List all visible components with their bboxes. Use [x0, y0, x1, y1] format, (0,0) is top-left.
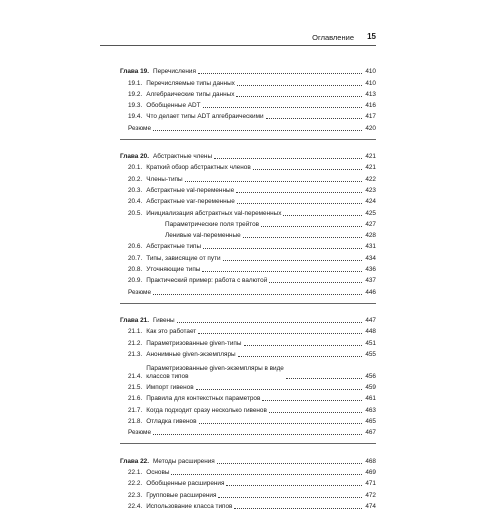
toc-entry-title: Обобщенные ADT — [146, 102, 201, 110]
toc-entry-title: Обобщенные расширения — [146, 480, 225, 488]
toc-entry[interactable] — [120, 381, 376, 392]
toc-entry-title: Правила для контекстных параметров — [146, 395, 261, 403]
dot-leader — [214, 158, 362, 159]
toc-entry-page: 467 — [365, 429, 376, 437]
toc-entry-number: 22.2. — [128, 480, 143, 488]
dot-leader — [196, 389, 362, 390]
toc-entry[interactable] — [120, 251, 376, 262]
running-header-title: Оглавление — [312, 33, 354, 42]
toc-entry-page: 456 — [365, 372, 376, 380]
toc-entry-page: 410 — [365, 79, 376, 87]
toc-entry-number: 20.5. — [128, 209, 143, 217]
toc-entry-title: Перечисляемые типы данных — [146, 79, 235, 87]
toc-entry-page: 416 — [365, 102, 376, 110]
toc-entry-number: 20.7. — [128, 254, 143, 262]
toc-entry-number: 19.3. — [128, 102, 143, 110]
toc-entry-title: Отладка гивенов — [146, 418, 197, 426]
toc-entry[interactable] — [120, 359, 376, 381]
dot-leader — [199, 423, 362, 424]
toc-entry-page: 447 — [365, 316, 376, 324]
toc-entry-title: Резюме — [128, 288, 151, 296]
toc-entry[interactable] — [120, 466, 376, 477]
dot-leader — [217, 463, 362, 464]
toc-entry-title-continued: классов типов — [146, 372, 189, 380]
toc-entry[interactable] — [120, 240, 376, 251]
toc-entry-page: 410 — [365, 68, 376, 76]
toc-entry-number: 19.2. — [128, 90, 143, 98]
dot-leader — [198, 73, 362, 74]
toc-entry-page: 451 — [365, 339, 376, 347]
toc-entry-title: Методы расширения — [152, 457, 215, 465]
toc-entry[interactable] — [120, 121, 376, 132]
toc-entry-number: 21.1. — [128, 328, 143, 336]
dot-leader — [283, 215, 362, 216]
toc-entry[interactable] — [120, 348, 376, 359]
toc-entry-page: 428 — [365, 232, 376, 240]
toc-entry-title: Анонимные given-экземпляры — [146, 350, 236, 358]
toc-entry-page: 417 — [365, 113, 376, 121]
toc-entry-title: Абстрактные члены — [152, 153, 213, 161]
dot-leader — [236, 192, 362, 193]
toc-entry-title: Уточняющие типы — [146, 266, 201, 274]
toc-entry-number: Глава 22. — [120, 457, 149, 465]
toc-entry-title: Как это работает — [146, 328, 197, 336]
toc-entry[interactable] — [120, 88, 376, 99]
toc-entry-page: 434 — [365, 254, 376, 262]
dot-leader — [223, 260, 362, 261]
toc-entry[interactable] — [120, 274, 376, 285]
toc-entry[interactable] — [120, 325, 376, 336]
toc-entry-title: Члены-типы — [146, 175, 183, 183]
dot-leader — [253, 169, 362, 170]
dot-leader — [202, 271, 362, 272]
dot-leader — [261, 226, 362, 227]
toc-entry-title: Параметризованные given-типы — [146, 339, 242, 347]
dot-leader — [286, 378, 362, 379]
toc-entry-title: Резюме — [128, 429, 151, 437]
dot-leader — [269, 412, 362, 413]
toc-entry-page: 422 — [365, 175, 376, 183]
toc-entry-page: 461 — [365, 395, 376, 403]
dot-leader — [238, 356, 362, 357]
toc-entry[interactable] — [120, 99, 376, 110]
toc-entry[interactable] — [120, 403, 376, 414]
toc-entry-page: 423 — [365, 186, 376, 194]
toc-entry-number: 21.8. — [128, 418, 143, 426]
toc-entry-number: 20.9. — [128, 277, 143, 285]
toc-entry-title: Групповые расширения — [146, 491, 217, 499]
toc-entry-number: 21.5. — [128, 384, 143, 392]
toc-entry[interactable] — [120, 392, 376, 403]
toc-entry-page: 459 — [365, 384, 376, 392]
toc-entry[interactable] — [120, 426, 376, 437]
toc-entry-number: 22.1. — [128, 468, 143, 476]
toc-entry-number: 21.2. — [128, 339, 143, 347]
running-header — [100, 33, 376, 46]
toc-entry[interactable] — [120, 172, 376, 183]
toc-entry-title: Инициализация абстрактных val-переменных — [146, 209, 282, 217]
toc-entry[interactable] — [120, 110, 376, 121]
toc-entry-number: 20.2. — [128, 175, 143, 183]
toc-entry-number: 21.3. — [128, 350, 143, 358]
toc-entry-title: Абстрактные val-переменные — [146, 186, 235, 194]
toc-entry-page: 468 — [365, 457, 376, 465]
toc-chapter — [120, 150, 376, 304]
toc-entry-title: Абстрактные типы — [146, 243, 202, 251]
toc-entry[interactable] — [120, 488, 376, 499]
page-number: 15 — [367, 32, 376, 41]
toc-chapter-entry[interactable] — [120, 454, 376, 465]
toc-entry-number: 20.6. — [128, 243, 143, 251]
dot-leader — [177, 322, 362, 323]
toc-entry-number: 20.4. — [128, 198, 143, 206]
toc-entry-number: 22.3. — [128, 491, 143, 499]
toc-entry-title: Параметризованные given-экземпляры в виде — [146, 364, 284, 372]
toc-entry-page: 437 — [365, 277, 376, 285]
toc-chapter-entry[interactable] — [120, 314, 376, 325]
toc-entry[interactable] — [120, 336, 376, 347]
toc-entry[interactable] — [120, 285, 376, 296]
dot-leader — [237, 85, 362, 86]
toc-entry-number: 21.6. — [128, 395, 143, 403]
dot-leader — [236, 96, 362, 97]
toc-entry-page: 455 — [365, 350, 376, 358]
toc-entry-title: Перечисления — [152, 68, 196, 76]
toc-chapter — [120, 454, 376, 516]
toc-entry-page: 413 — [365, 90, 376, 98]
toc-entry[interactable] — [120, 206, 376, 217]
dot-leader — [203, 107, 362, 108]
toc-entry-number: 20.3. — [128, 186, 143, 194]
dot-leader — [218, 497, 362, 498]
toc-entry-page: 431 — [365, 243, 376, 251]
toc-entry-page: 471 — [365, 480, 376, 488]
toc-entry-page: 425 — [365, 209, 376, 217]
toc-entry-number: 21.7. — [128, 406, 143, 414]
dot-leader — [244, 345, 363, 346]
toc-entry-title: Параметрические поля трейтов — [165, 220, 260, 228]
toc-chapter — [120, 314, 376, 445]
toc-chapter — [120, 65, 376, 140]
toc-entry[interactable] — [120, 263, 376, 274]
toc-entry[interactable] — [120, 76, 376, 87]
toc-entry-page: 424 — [365, 198, 376, 206]
toc-entry-title: Гивены — [152, 316, 175, 324]
toc-entry-number: Глава 19. — [120, 68, 149, 76]
toc-entry-page: 465 — [365, 418, 376, 426]
dot-leader — [234, 508, 362, 509]
toc-entry-page: 472 — [365, 491, 376, 499]
toc-chapter-entry[interactable] — [120, 150, 376, 161]
toc-entry[interactable] — [120, 415, 376, 426]
table-of-contents — [120, 65, 376, 527]
dot-leader — [226, 485, 362, 486]
toc-entry-page: 448 — [365, 328, 376, 336]
toc-chapter-entry[interactable] — [120, 65, 376, 76]
toc-entry-title: Типы, зависящие от пути — [146, 254, 221, 262]
toc-entry[interactable] — [120, 184, 376, 195]
dot-leader — [153, 294, 362, 295]
dot-leader — [153, 130, 362, 131]
dot-leader — [185, 181, 362, 182]
dot-leader — [198, 333, 362, 334]
toc-entry-title: Что делает типы ADT алгебраическими — [146, 113, 264, 121]
toc-entry[interactable] — [120, 161, 376, 172]
toc-entry-page: 421 — [365, 153, 376, 161]
toc-entry-title: Резюме — [128, 124, 151, 132]
dot-leader — [266, 118, 362, 119]
toc-entry-number: Глава 21. — [120, 316, 149, 324]
toc-entry-title: Использование класса типов — [146, 502, 233, 510]
toc-entry-page: 427 — [365, 220, 376, 228]
toc-entry[interactable] — [120, 218, 376, 229]
toc-entry-number: 20.1. — [128, 164, 143, 172]
toc-entry-page: 436 — [365, 266, 376, 274]
toc-entry-title: Абстрактные var-переменные — [146, 198, 235, 206]
toc-entry[interactable] — [120, 195, 376, 206]
toc-entry-title: Алгебраические типы данных — [146, 90, 235, 98]
toc-entry-number: 22.4. — [128, 502, 143, 510]
toc-entry-title: Практический пример: работа с валютой — [146, 277, 268, 285]
dot-leader — [153, 434, 362, 435]
dot-leader — [262, 400, 362, 401]
toc-entry-title: Краткий обзор абстрактных членов — [146, 164, 251, 172]
toc-entry-page: 474 — [365, 502, 376, 510]
toc-entry-page: 469 — [365, 468, 376, 476]
toc-entry-page: 463 — [365, 406, 376, 414]
toc-entry-title: Основы — [146, 468, 170, 476]
dot-leader — [243, 237, 362, 238]
toc-entry[interactable] — [120, 500, 376, 511]
dot-leader — [269, 282, 362, 283]
toc-entry-page: 421 — [365, 164, 376, 172]
toc-entry-number: Глава 20. — [120, 153, 149, 161]
toc-entry-number: 19.1. — [128, 79, 143, 87]
toc-entry-title: Ленивые val-переменные — [165, 232, 241, 240]
dot-leader — [237, 203, 362, 204]
toc-entry-number: 19.4. — [128, 113, 143, 121]
toc-entry[interactable] — [120, 229, 376, 240]
toc-entry-number: 20.8. — [128, 266, 143, 274]
toc-entry[interactable] — [120, 477, 376, 488]
dot-leader — [203, 248, 362, 249]
toc-entry-page: 446 — [365, 288, 376, 296]
toc-entry-number: 21.4. — [128, 372, 143, 380]
toc-entry-page: 420 — [365, 124, 376, 132]
toc-entry-title: Импорт гивенов — [146, 384, 194, 392]
toc-entry-title: Когда подходит сразу несколько гивенов — [146, 406, 267, 414]
dot-leader — [171, 474, 362, 475]
